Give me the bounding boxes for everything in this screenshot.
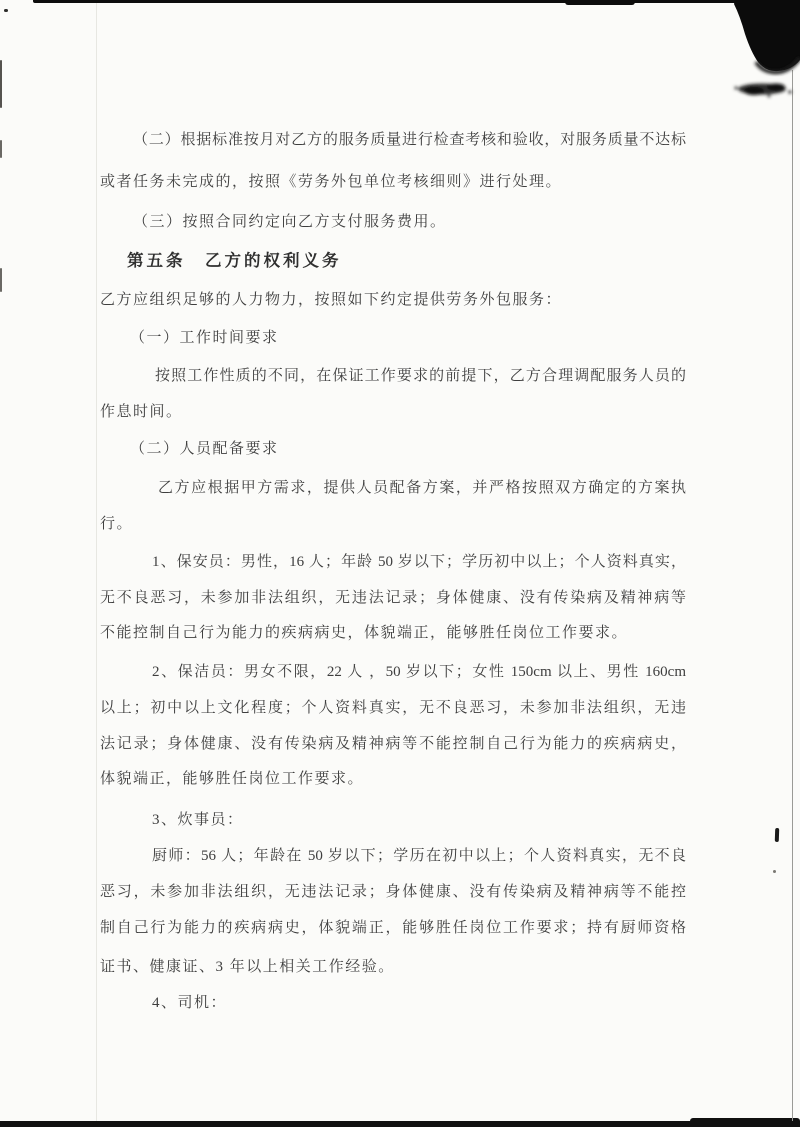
text-line: 3、炊事员： <box>152 812 244 828</box>
text-line: 2、保洁员：男女不限，22 人 ，50 岁以下；女性 150cm 以上、男性 160cm <box>152 664 686 680</box>
edge-speck <box>4 9 8 12</box>
edge-speck <box>0 60 2 108</box>
text-line: 法记录；身体健康、没有传染病及精神病等不能控制自己行为能力的疾病病史， <box>100 736 686 752</box>
scan-edge-right-line <box>792 70 793 1121</box>
text-line: 厨师：56 人；年龄在 50 岁以下；学历在初中以上；个人资料真实，无不良 <box>152 848 686 864</box>
text-line: 无不良恶习，未参加非法组织，无违法记录；身体健康、没有传染病及精神病等 <box>100 590 686 606</box>
section-heading: 第五条 乙方的权利义务 <box>127 251 342 270</box>
text-line: 乙方应组织足够的人力物力，按照如下约定提供劳务外包服务： <box>100 292 563 308</box>
text-line: 以上；初中以上文化程度；个人资料真实，无不良恶习，未参加非法组织，无违 <box>100 700 686 716</box>
text-line: 按照工作性质的不同，在保证工作要求的前提下，乙方合理调配服务人员的 <box>155 368 686 384</box>
edge-speck <box>0 140 2 158</box>
text-line: 行。 <box>100 516 134 532</box>
ink-blot-artifact <box>722 0 800 115</box>
text-line: 乙方应根据甲方需求，提供人员配备方案，并严格按照双方确定的方案执 <box>158 480 686 496</box>
text-line: （二）根据标准按月对乙方的服务质量进行检查考核和验收，对服务质量不达标 <box>133 132 686 148</box>
text-line: （二）人员配备要求 <box>130 441 279 457</box>
text-line: （一）工作时间要求 <box>130 330 279 346</box>
scan-edge-top <box>33 0 800 3</box>
text-line: 1、保安员：男性，16 人；年龄 50 岁以下；学历初中以上；个人资料真实， <box>152 554 686 570</box>
scan-edge-bottom <box>0 1121 800 1127</box>
text-line: 或者任务未完成的，按照《劳务外包单位考核细则》进行处理。 <box>100 174 563 190</box>
margin-dot-artifact <box>773 870 776 873</box>
edge-speck <box>0 268 2 292</box>
text-line: 证书、健康证、3 年以上相关工作经验。 <box>100 959 395 975</box>
text-line: 体貌端正，能够胜任岗位工作要求。 <box>100 771 365 787</box>
text-line: 不能控制自己行为能力的疾病病史，体貌端正，能够胜任岗位工作要求。 <box>100 625 629 641</box>
margin-mark-artifact <box>775 828 779 842</box>
text-line: 作息时间。 <box>100 404 183 420</box>
text-line: 制自己行为能力的疾病病史，体貌端正，能够胜任岗位工作要求；持有厨师资格 <box>100 920 686 936</box>
text-line: 4、司机： <box>152 995 228 1011</box>
scan-edge-top-bump <box>565 0 635 5</box>
ink-smudge-artifact <box>734 84 791 98</box>
scan-edge-bottom-bump <box>690 1118 800 1127</box>
page-crease-line <box>96 0 97 1127</box>
text-line: （三）按照合同约定向乙方支付服务费用。 <box>133 214 447 230</box>
text-line: 恶习，未参加非法组织，无违法记录；身体健康、没有传染病及精神病等不能控 <box>100 884 686 900</box>
